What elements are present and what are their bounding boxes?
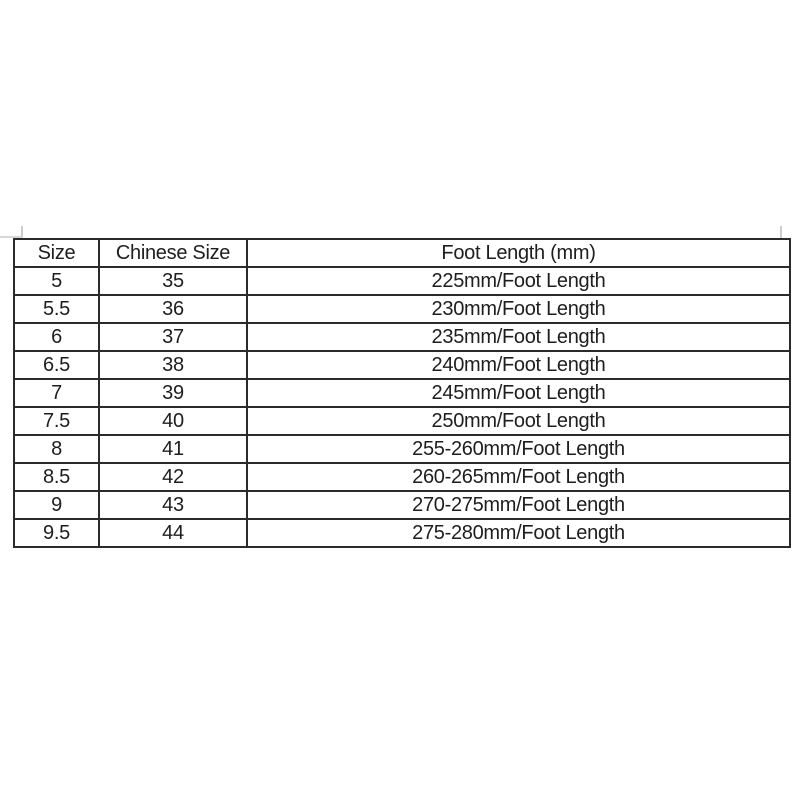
foot-length-cell: 230mm/Foot Length (247, 295, 790, 323)
chinese-size-cell: 41 (99, 435, 247, 463)
chinese-size-cell: 39 (99, 379, 247, 407)
header-cell-foot-length: Foot Length (mm) (247, 239, 790, 267)
size-cell: 9 (14, 491, 99, 519)
size-cell: 5.5 (14, 295, 99, 323)
table-row (14, 463, 790, 491)
chinese-size-cell: 38 (99, 351, 247, 379)
size-cell: 7 (14, 379, 99, 407)
size-cell: 8.5 (14, 463, 99, 491)
foot-length-cell: 240mm/Foot Length (247, 351, 790, 379)
size-cell: 9.5 (14, 519, 99, 547)
chinese-size-cell: 40 (99, 407, 247, 435)
shoe-size-chart-table (13, 238, 791, 548)
table-row (14, 407, 790, 435)
size-cell: 5 (14, 267, 99, 295)
foot-length-cell: 250mm/Foot Length (247, 407, 790, 435)
chinese-size-cell: 35 (99, 267, 247, 295)
foot-length-cell: 255-260mm/Foot Length (247, 435, 790, 463)
size-cell: 6 (14, 323, 99, 351)
header-cell-chinese-size: Chinese Size (99, 239, 247, 267)
table-row (14, 435, 790, 463)
table-row (14, 295, 790, 323)
foot-length-cell: 275-280mm/Foot Length (247, 519, 790, 547)
table-row (14, 267, 790, 295)
chinese-size-cell: 43 (99, 491, 247, 519)
foot-length-cell: 270-275mm/Foot Length (247, 491, 790, 519)
chinese-size-cell: 44 (99, 519, 247, 547)
chinese-size-cell: 36 (99, 295, 247, 323)
foot-length-cell: 245mm/Foot Length (247, 379, 790, 407)
header-cell-size: Size (14, 239, 99, 267)
foot-length-cell: 225mm/Foot Length (247, 267, 790, 295)
size-cell: 6.5 (14, 351, 99, 379)
size-cell: 7.5 (14, 407, 99, 435)
crop-artifact-right-vertical (780, 226, 782, 238)
table-row (14, 351, 790, 379)
table-row (14, 379, 790, 407)
table-row (14, 323, 790, 351)
size-cell: 8 (14, 435, 99, 463)
table-row (14, 491, 790, 519)
foot-length-cell: 235mm/Foot Length (247, 323, 790, 351)
table-row (14, 519, 790, 547)
chinese-size-cell: 42 (99, 463, 247, 491)
foot-length-cell: 260-265mm/Foot Length (247, 463, 790, 491)
header-row (14, 239, 790, 267)
chinese-size-cell: 37 (99, 323, 247, 351)
